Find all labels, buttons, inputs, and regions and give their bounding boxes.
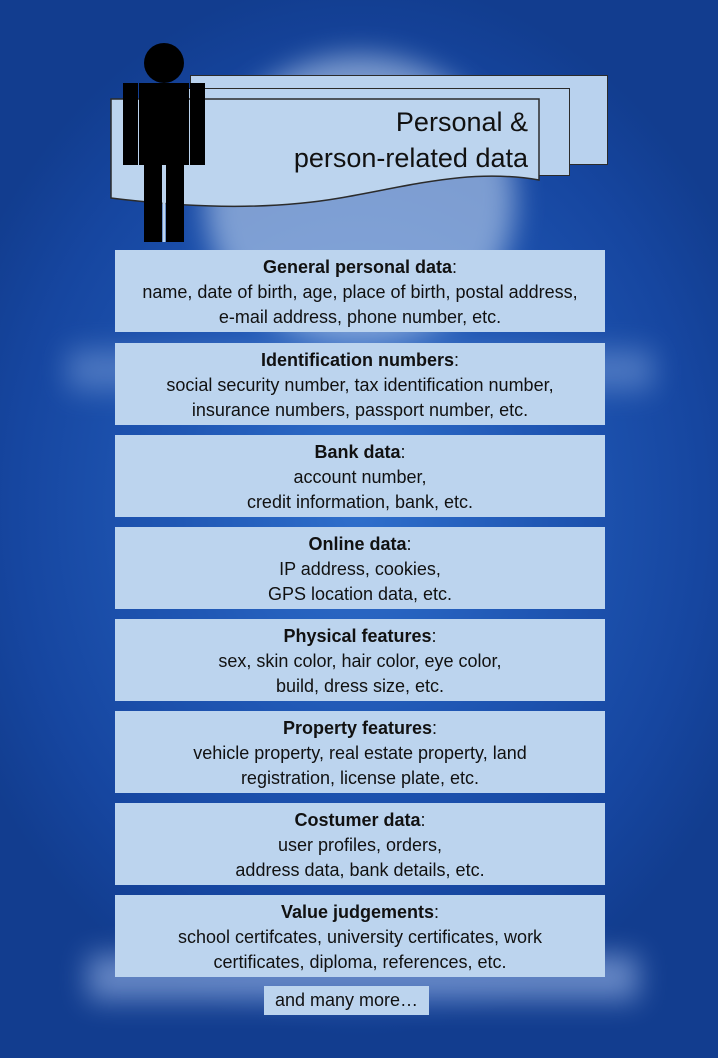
category-heading: Online data <box>308 534 407 554</box>
category-heading: Costumer data <box>294 810 421 830</box>
category-line: IP address, cookies, <box>279 559 441 579</box>
category-heading: Value judgements <box>280 902 435 922</box>
category-heading: Physical features <box>283 626 432 646</box>
title-line-1: Personal & <box>395 107 528 137</box>
category-line: sex, skin color, hair color, eye color, <box>218 651 502 671</box>
category-heading: General personal data <box>262 257 453 277</box>
category-box-value-judgements: Value judgements: school certifcates, university certificates, work certificates, diploma, references, etc. <box>115 895 605 977</box>
category-line: GPS location data, etc. <box>267 584 453 604</box>
category-line: registration, license plate, etc. <box>240 768 480 788</box>
category-line: name, date of birth, age, place of birth, postal address, <box>142 282 578 302</box>
category-box-customer: Costumer data: user profiles, orders, address data, bank details, etc. <box>115 803 605 885</box>
category-line: build, dress size, etc. <box>275 676 445 696</box>
category-box-bank: Bank data: account number, credit information, bank, etc. <box>115 435 605 517</box>
category-line: vehicle property, real estate property, land <box>193 743 527 763</box>
category-box-property: Property features: vehicle property, real estate property, land registration, license plate, etc. <box>115 711 605 793</box>
category-line: social security number, tax identification number, <box>166 375 554 395</box>
page-title <box>294 104 528 176</box>
category-heading: Identification numbers <box>260 350 454 370</box>
category-box-online: Online data: IP address, cookies, GPS location data, etc. <box>115 527 605 609</box>
category-box-general: General personal data: name, date of birth, age, place of birth, postal address, e-mail address, phone number, etc. <box>115 250 605 332</box>
person-icon <box>118 42 210 244</box>
category-line: account number, <box>293 467 427 487</box>
category-heading: Property features <box>282 718 433 738</box>
category-line: credit information, bank, etc. <box>246 492 474 512</box>
footer-note: and many more… <box>264 986 429 1015</box>
category-box-identification: Identification numbers: social security number, tax identification number, insurance numbers, passport number, etc. <box>115 343 605 425</box>
category-box-physical: Physical features: sex, skin color, hair color, eye color, build, dress size, etc. <box>115 619 605 701</box>
category-line: school certifcates, university certificates, work <box>177 927 543 947</box>
category-line: address data, bank details, etc. <box>235 860 485 880</box>
category-line: certificates, diploma, references, etc. <box>213 952 507 972</box>
category-line: e-mail address, phone number, etc. <box>218 307 502 327</box>
category-heading: Bank data <box>314 442 401 462</box>
category-line: insurance numbers, passport number, etc. <box>191 400 529 420</box>
category-line: user profiles, orders, <box>277 835 443 855</box>
title-line-2: person-related data <box>293 143 528 173</box>
